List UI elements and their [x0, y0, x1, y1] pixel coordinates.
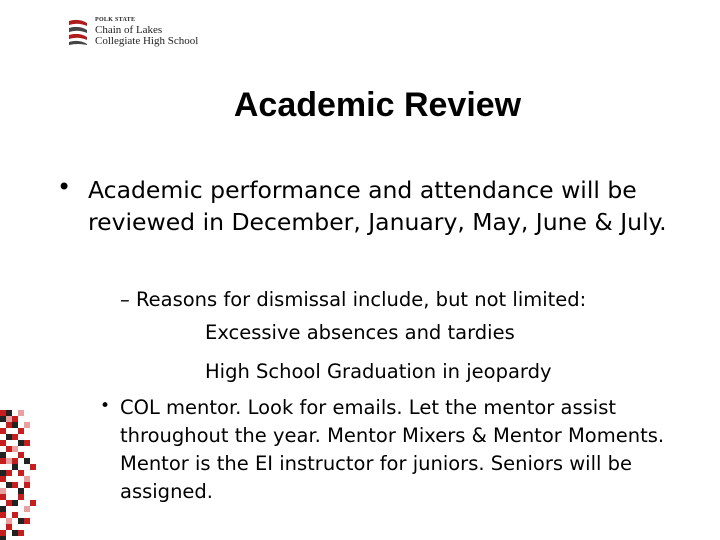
bullet-dot-icon: •: [100, 396, 111, 416]
sub-item-graduation: High School Graduation in jeopardy: [205, 360, 552, 383]
pixel-pattern-decoration: [0, 410, 50, 540]
sub-item-absences: Excessive absences and tardies: [205, 321, 515, 344]
bullet-academic-performance: Academic performance and attendance will be reviewed in December, January, May, June & July.: [88, 176, 667, 236]
bullet-dot-icon: •: [57, 173, 72, 201]
bullet-col-mentor: COL mentor. Look for emails. Let the mentor assist throughout the year. Mentor Mixers & Mentor Moments. Mentor is the EI instructor for juniors. Seniors will be assigned.: [120, 396, 665, 503]
logo-line-1: Chain of Lakes: [95, 24, 163, 36]
sub-bullet-dismissal: – Reasons for dismissal include, but not limited:: [120, 288, 587, 311]
logo-small-text: POLK STATE: [95, 17, 136, 23]
slide-title: Academic Review: [233, 86, 522, 124]
logo-line-2: Collegiate High School: [95, 35, 199, 47]
